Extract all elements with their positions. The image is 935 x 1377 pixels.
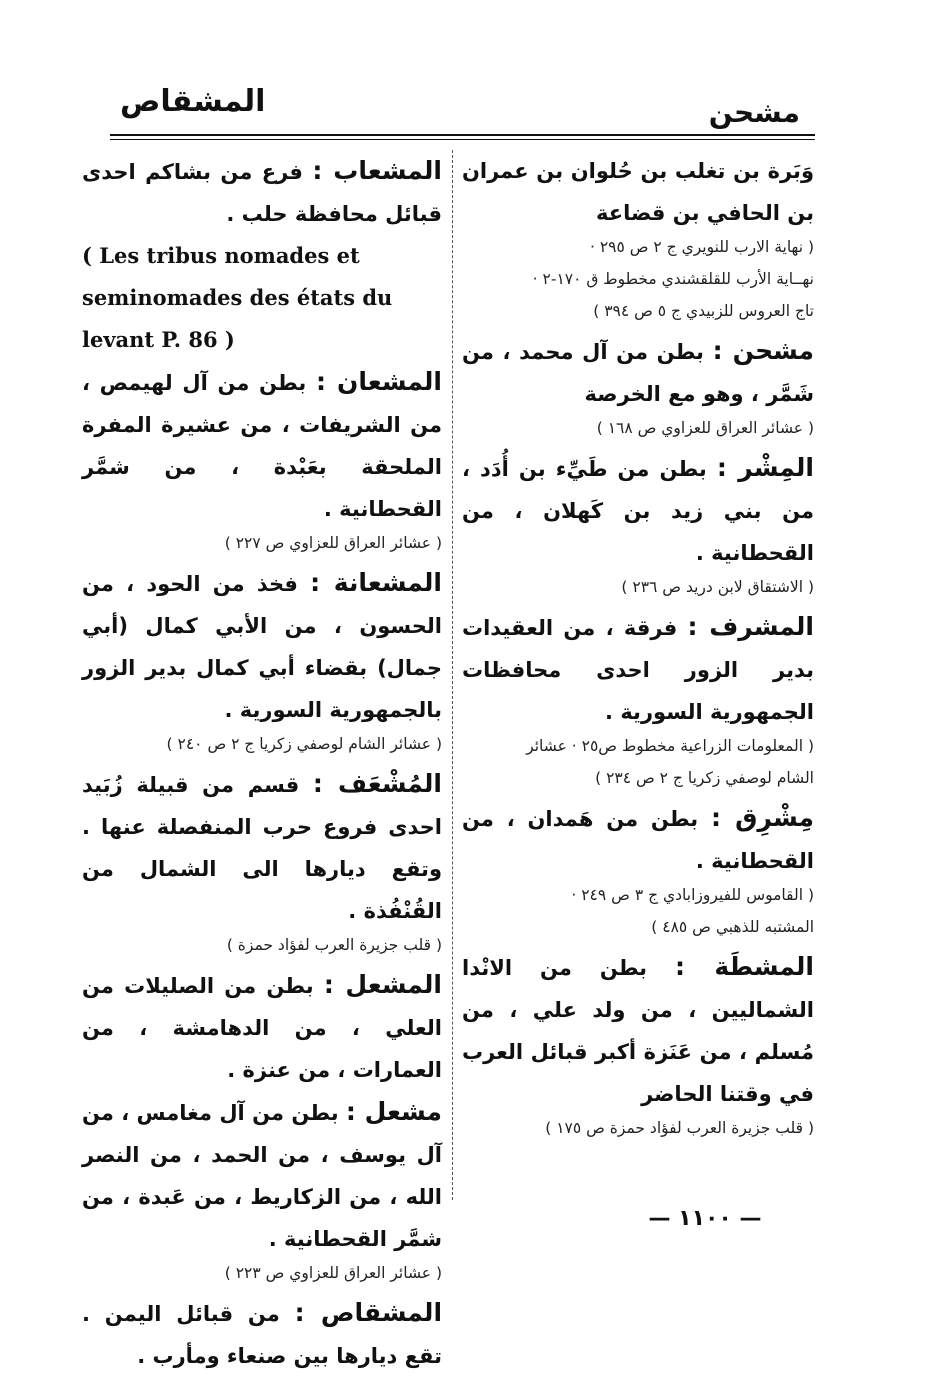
entry-headword: مِشْرِق : <box>710 803 814 832</box>
entry-latin-source: ( Les tribus nomades et seminomades des états du levant P. 86 ) <box>82 243 393 352</box>
entry-source: ( الاشتقاق لابن دريد ص ٢٣٦ ) <box>621 578 814 596</box>
entry-headword: المشرف : <box>687 612 814 641</box>
entry-body: فرع من بشاكم احدى قبائل محافظة حلب . <box>82 160 442 226</box>
dictionary-entry <box>462 447 814 600</box>
entry-headword: المشعان : <box>315 367 442 396</box>
dictionary-entry <box>462 330 814 441</box>
entry-source: ( عشائر العراق للعزاوي ص ٢٢٣ ) <box>224 1264 442 1282</box>
header-rule <box>110 134 815 136</box>
dictionary-entry <box>82 562 442 757</box>
entry-text <box>462 150 814 234</box>
entry-source: ( عشائر العراق للعزاوي ص ٢٢٧ ) <box>224 534 442 552</box>
entry-body: بطن من آل محمد ، من شَمَّر ، وهو مع الخرصة <box>462 340 814 406</box>
entry-text <box>82 964 442 1091</box>
entry-source: تاج العروس للزبيدي ج ٥ ص ٣٩٤ ) <box>593 302 814 320</box>
entry-text <box>82 361 442 530</box>
entry-headword: المشعل : <box>323 970 442 999</box>
entry-body: بطن من طَيِّء بن أُدَد ، من بني زيد بن كَهلان ، من القحطانية . <box>462 457 814 565</box>
entry-body: وَبَرة بن تغلب بن حُلوان بن عمران بن الحافي بن قضاعة <box>462 159 814 225</box>
entry-body: بطن من آل مغامس ، من آل يوسف ، من الحمد ، من النصر الله ، من الزكاريط ، من عَبدة ، من شمَّر القحطانية . <box>82 1101 442 1251</box>
entry-text <box>82 1292 442 1377</box>
column-separator <box>452 150 453 1200</box>
entry-text <box>462 447 814 574</box>
left-column <box>82 150 442 1377</box>
entry-text <box>82 562 442 731</box>
running-header-right: مشحن <box>708 96 800 129</box>
entry-headword: مشعل : <box>345 1097 442 1126</box>
entry-text <box>82 1091 442 1260</box>
entry-text <box>462 330 814 415</box>
entry-source: ( قلب جزيرة العرب لفؤاد حمزة ص ١٧٥ ) <box>545 1119 814 1137</box>
entry-body: بطن من الانْدا الشماليين ، من ولد علي ، من مُسلم ، من عَنَزة أكبر قبائل العرب في وقتنا الحاضر <box>462 956 814 1106</box>
entry-source: ( القاموس للفيروزابادي ج ٣ ص ٢٤٩ · <box>571 886 814 904</box>
entry-text <box>462 606 814 733</box>
entry-body: فرقة ، من العقيدات بدير الزور احدى محافظات الجمهورية السورية . <box>462 616 814 724</box>
entry-headword: المشعانة : <box>310 568 443 597</box>
right-column <box>462 150 814 1147</box>
entry-headword: المشعاب : <box>312 156 443 185</box>
dictionary-entry <box>462 150 814 324</box>
entry-source: ( قلب جزيرة العرب لفؤاد حمزة ) <box>226 936 442 954</box>
entry-source: نهــاية الأرب للقلقشندي مخطوط ق ١٧٠-٢ · <box>532 270 814 288</box>
dictionary-entry <box>462 797 814 940</box>
dictionary-entry <box>462 606 814 791</box>
page-number: — ١١٠٠ — <box>648 1206 762 1231</box>
dictionary-entry <box>82 763 442 958</box>
entry-body: من قبائل اليمن . تقع ديارها بين صنعاء ومأرب . <box>82 1302 442 1368</box>
entry-headword: مشحن : <box>712 336 815 365</box>
entry-source: المشتبه للذهبي ص ٤٨٥ ) <box>651 918 814 936</box>
entry-body: فخذ من الحود ، من الحسون ، من الأبي كمال (أبي جمال) بقضاء أبي كمال بدير الزور بالجمهورية السورية . <box>82 572 442 722</box>
entry-source: ( نهاية الارب للنويري ج ٢ ص ٢٩٥ · <box>589 238 814 256</box>
entry-headword: المشقاص : <box>294 1298 443 1327</box>
entry-source: الشام لوصفي زكريا ج ٢ ص ٢٣٤ ) <box>595 769 814 787</box>
entry-headword: المُشْعَف : <box>312 769 442 798</box>
dictionary-entry <box>82 150 442 361</box>
dictionary-entry <box>82 1091 442 1286</box>
entry-source: ( المعلومات الزراعية مخطوط ص٢٥ · عشائر <box>526 737 814 755</box>
entry-text <box>462 797 814 882</box>
dictionary-entry <box>462 946 814 1141</box>
header-rule-thin <box>110 139 815 140</box>
entry-headword: المشطَة : <box>675 952 814 981</box>
running-header-left: المشقاص <box>120 84 266 119</box>
entry-source: ( عشائر الشام لوصفي زكريا ج ٢ ص ٢٤٠ ) <box>166 735 442 753</box>
entry-text <box>462 946 814 1115</box>
entry-body: بطن من هَمدان ، من القحطانية . <box>462 807 814 873</box>
entry-body: بطن من آل لهيمص ، من الشريفات ، من عشيرة المفرة الملحقة بعَبْدة ، من شمَّر القحطانية . <box>82 371 442 521</box>
entry-body: بطن من الصليلات من العلي ، من الدهامشة ، من العمارات ، من عنزة . <box>82 974 442 1082</box>
entry-text <box>82 763 442 932</box>
entry-headword: المِشْر : <box>716 453 814 482</box>
entry-body: قسم من قبيلة زُبَيد احدى فروع حرب المنفصلة عنها . وتقع ديارها الى الشمال من القُنْفُذة . <box>82 773 442 923</box>
dictionary-entry <box>82 964 442 1091</box>
entry-text <box>82 150 442 235</box>
entry-source: ( عشائر العراق للعزاوي ص ١٦٨ ) <box>596 419 814 437</box>
dictionary-entry <box>82 361 442 556</box>
dictionary-entry <box>82 1292 442 1377</box>
